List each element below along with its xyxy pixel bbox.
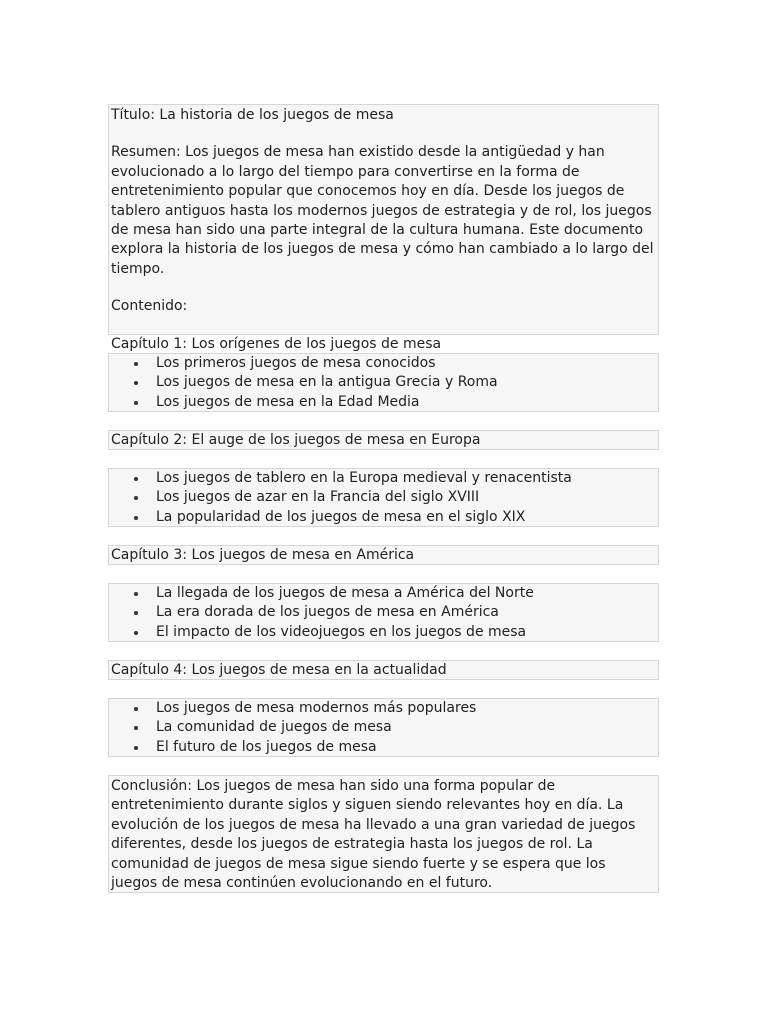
list-item: Los juegos de mesa en la antigua Grecia y Roma [109,373,658,392]
chapter-3-title: Capítulo 3: Los juegos de mesa en América [108,545,659,565]
chapter-4-title: Capítulo 4: Los juegos de mesa en la actualidad [108,660,659,680]
contents-label: Contenido: [111,298,188,315]
list-item: Los juegos de tablero en la Europa medieval y renacentista [109,469,658,488]
list-item: La llegada de los juegos de mesa a América del Norte [109,584,658,603]
list-item: La era dorada de los juegos de mesa en América [109,603,658,622]
list-item: El impacto de los videojuegos en los juegos de mesa [109,623,658,642]
chapter-1-title: Capítulo 1: Los orígenes de los juegos de mesa [111,335,442,352]
chapter-4-list [108,698,659,757]
conclusion-block [108,775,659,893]
list-item: La comunidad de juegos de mesa [109,718,658,737]
summary-paragraph: Resumen: Los juegos de mesa han existido desde la antigüedad y han evolucionado a lo largo del tiempo para convertirse en la forma de entretenimiento popular que conocemos hoy en día. Desde los juegos de tablero antiguos hasta los modernos juegos de estrategia y de rol, los juegos de mesa han sido una parte integral de la cultura humana. Este documento explora la historia de los juegos de mesa y cómo han cambiado a lo largo del tiempo. [111,144,654,277]
chapter-2-list [108,468,659,527]
list-item: Los juegos de azar en la Francia del siglo XVIII [109,488,658,507]
list-item: Los juegos de mesa en la Edad Media [109,393,658,412]
list-item: Los primeros juegos de mesa conocidos [109,354,658,373]
chapter-3-list [108,583,659,642]
list-item: La popularidad de los juegos de mesa en el siglo XIX [109,508,658,527]
list-item: El futuro de los juegos de mesa [109,738,658,757]
conclusion-paragraph: Conclusión: Los juegos de mesa han sido una forma popular de entretenimiento durante siglos y siguen siendo relevantes hoy en día. La evolución de los juegos de mesa ha llevado a una gran variedad de juegos diferentes, desde los juegos de estrategia hasta los juegos de rol. La comunidad de juegos de mesa sigue siendo fuerte y se espera que los juegos de mesa continúen evolucionando en el futuro. [111,778,636,892]
chapter-1-list [108,353,659,412]
document-title: Título: La historia de los juegos de mesa [111,107,394,123]
intro-block [108,104,659,352]
chapter-2-title: Capítulo 2: El auge de los juegos de mesa en Europa [108,430,659,450]
list-item: Los juegos de mesa modernos más populares [109,699,658,718]
